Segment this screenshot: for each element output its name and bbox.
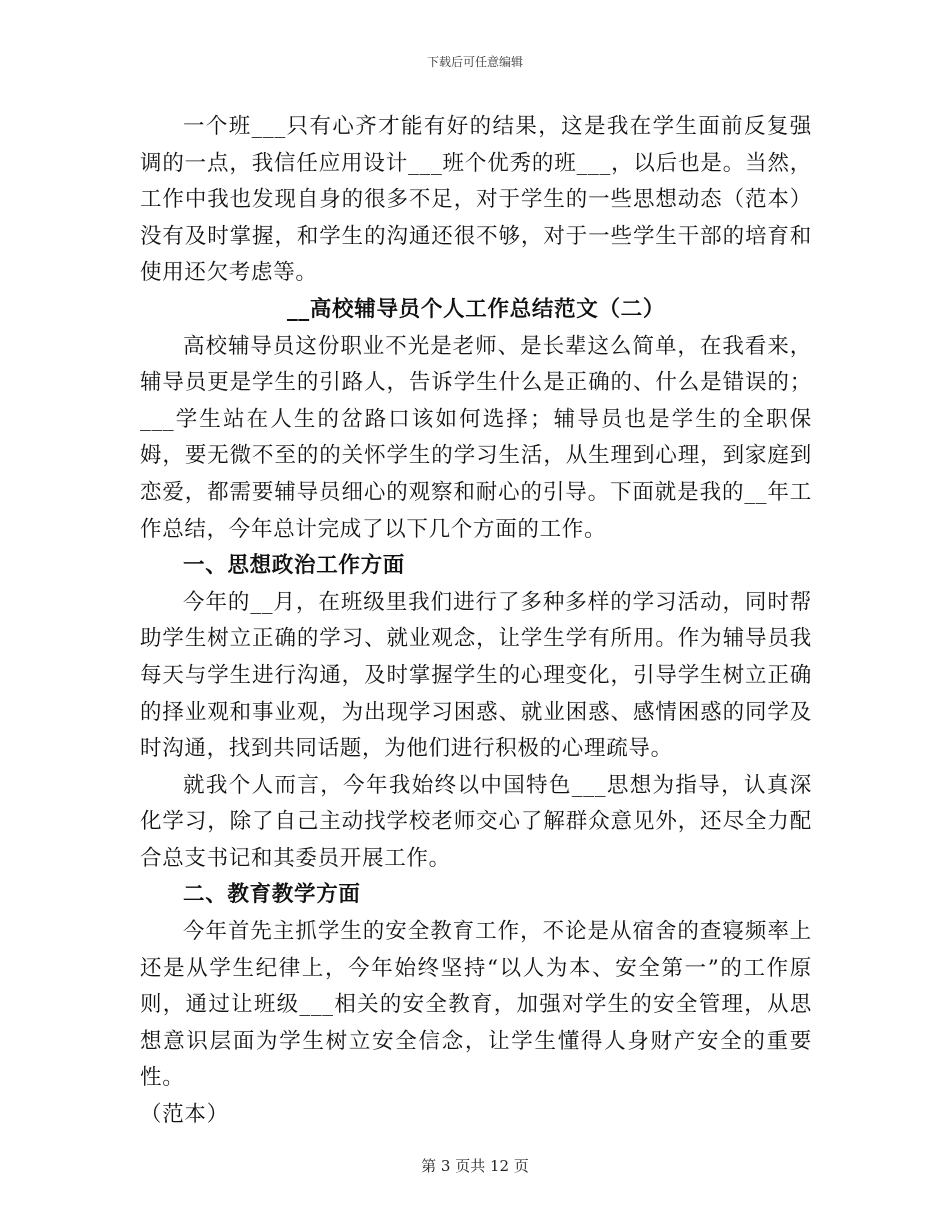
paragraph-5-tail: （范本） xyxy=(140,1102,229,1128)
section-title: __高校辅导员个人工作总结范文（二） xyxy=(286,296,666,322)
header-note: 下载后可任意编辑 xyxy=(426,55,523,69)
paragraph-1: 一个班___只有心齐才能有好的结果，这是我在学生面前反复强调的一点，我信任应用设计___班个优秀的班___，以后也是。当然，工作中我也发现自身的很多不足，对于学生的一些思想动态（范本）没有及时掌握，和学生的沟通还很不够，对于一些学生干部的培育和使用还欠考虑等。 xyxy=(140,114,812,286)
heading-political-work: 一、思想政治工作方面 xyxy=(183,553,406,579)
paragraph-3: 今年的__月，在班级里我们进行了多种多样的学习活动，同时帮助学生树立正确的学习、就业观念，让学生学有所用。作为辅导员我每天与学生进行沟通，及时掌握学生的心理变化，引导学生树立正确的择业观和事业观，为出现学习困惑、就业困惑、感情困惑的同学及时沟通，找到共同话题，为他们进行积极的心理疏导。 xyxy=(140,589,812,762)
document-body xyxy=(140,109,812,1134)
page-number: 第 3 页共 12 页 xyxy=(421,1157,529,1175)
paragraph-4: 就我个人而言，今年我始终以中国特色___思想为指导，认真深化学习，除了自己主动找学校老师交心了解群众意见外，还尽全力配合总支书记和其委员开展工作。 xyxy=(140,772,812,871)
paragraph-2: 高校辅导员这份职业不光是老师、是长辈这么简单，在我看来，辅导员更是学生的引路人，告诉学生什么是正确的、什么是错误的；___学生站在人生的岔路口该如何选择；辅导员也是学生的全职保姆，要无微不至的的关怀学生的学习生活，从生理到心理，到家庭到恋爱，都需要辅导员细心的观察和耐心的引导。下面就是我的__年工作总结，今年总计完成了以下几个方面的工作。 xyxy=(140,333,812,542)
heading-education: 二、教育教学方面 xyxy=(183,882,361,908)
paragraph-5: 今年首先主抓学生的安全教育工作，不论是从宿舍的查寝频率上还是从学生纪律上，今年始终坚持“以人为本、安全第一”的工作原则，通过让班级___相关的安全教育，加强对学生的安全管理，从思想意识层面为学生树立安全信念，让学生懂得人身财产安全的重要性。 xyxy=(140,919,812,1091)
